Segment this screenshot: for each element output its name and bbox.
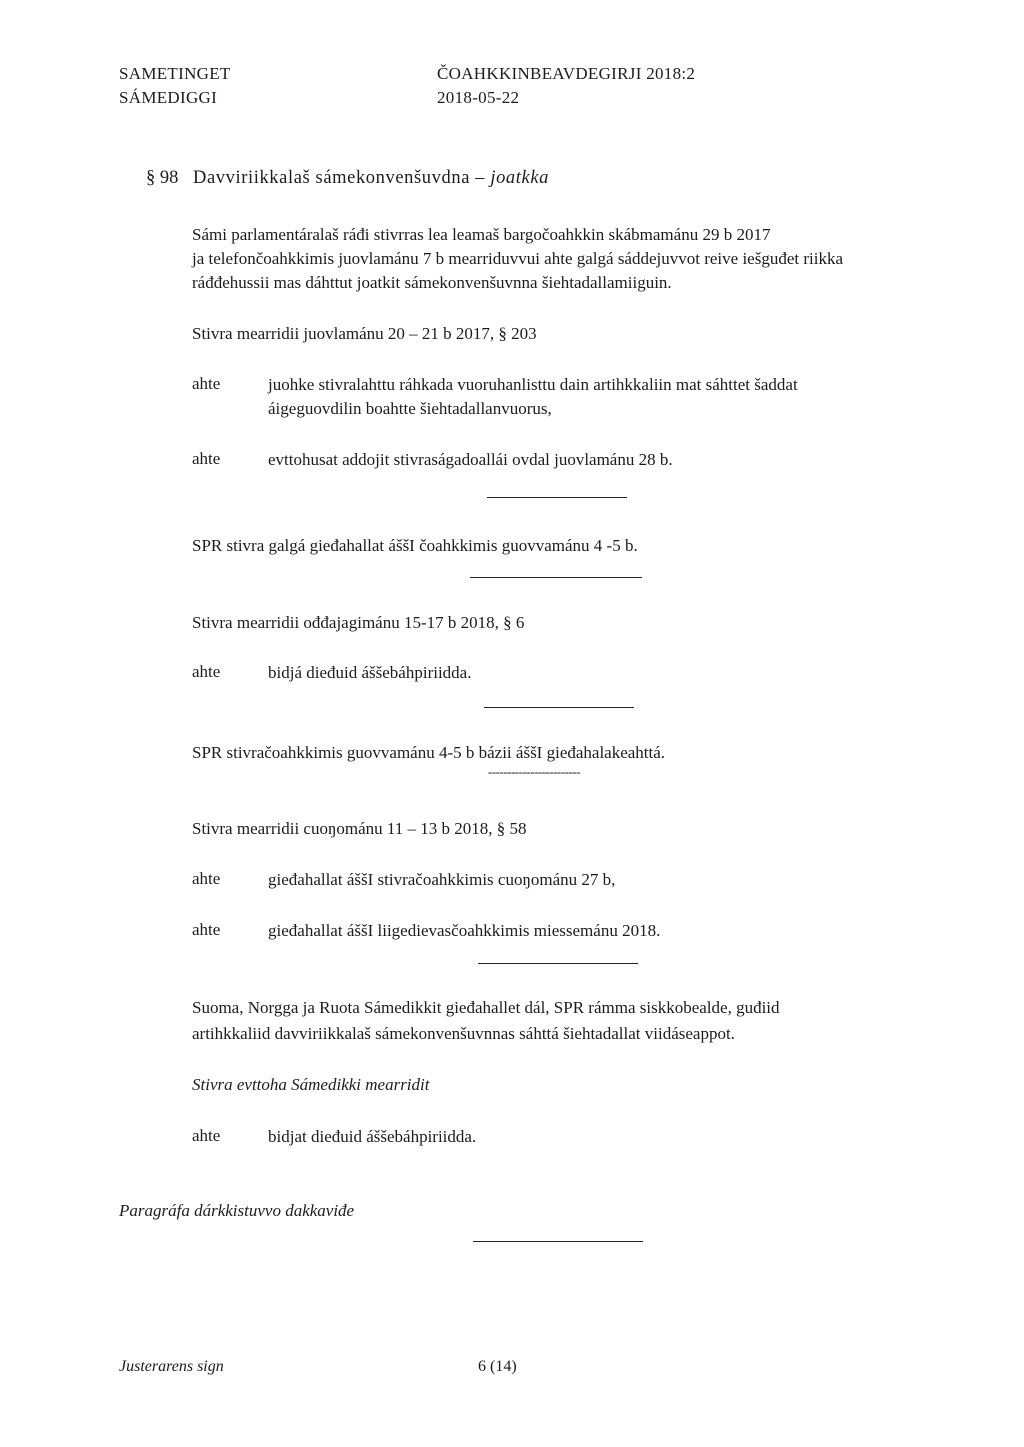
section-title: [193, 168, 549, 189]
decision1-heading: Stivra mearridii juovlamánu 20 – 21 b 2017, § 203: [192, 324, 537, 343]
proposal-item1-line1: bidjat dieđuid áššebáhpiriidda.: [268, 1127, 477, 1146]
intro-line-3: ráđđehussii mas dáhttut joatkit sámekonvenšuvnna šiehtadallamiiguin.: [192, 273, 672, 292]
decision3-item2-label: ahte: [192, 920, 221, 939]
decision3-item1-label: ahte: [192, 869, 221, 888]
note2: SPR stivračoahkkimis guovvamánu 4-5 b bázii áššI gieđahalakeahttá.: [192, 743, 666, 762]
org-name-sami: SÁMEDIGGI: [119, 88, 218, 107]
decision1-item1-line1: juohke stivralahttu ráhkada vuoruhanlisttu dain artihkkaliin mat sáhttet šaddat: [268, 375, 798, 394]
decision3-item2-line1: gieđahallat áššI liigedievasčoahkkimis miessemánu 2018.: [268, 921, 661, 940]
decision3-heading: Stivra mearridii cuoŋománu 11 – 13 b 2018, § 58: [192, 819, 527, 838]
decision1-item1-label: ahte: [192, 374, 221, 393]
decision1-item2-line1: evttohusat addojit stivraságadoallái ovdal juovlamánu 28 b.: [268, 450, 673, 469]
note1: SPR stivra galgá gieđahallat áššI čoahkkimis guovvamánu 4 -5 b.: [192, 536, 638, 555]
decision1-item1-line2: áigeguovdilin boahtte šiehtadallanvuorus,: [268, 399, 552, 418]
separator-line: [478, 963, 638, 964]
section-number: § 98: [146, 168, 179, 188]
decision3-item1-line1: gieđahallat áššI stivračoahkkimis cuoŋománu 27 b,: [268, 870, 616, 889]
document-date: 2018-05-22: [437, 88, 520, 107]
section-title-italic: joatkka: [490, 168, 549, 188]
separator-line: [473, 1241, 643, 1242]
page-number: 6 (14): [478, 1358, 517, 1375]
document-title: ČOAHKKINBEAVDEGIRJI 2018:2: [437, 64, 696, 83]
proposal-item1-label: ahte: [192, 1126, 221, 1145]
org-name-swedish: SAMETINGET: [119, 64, 231, 83]
section-title-main: Davviriikkalaš sámekonvenšuvdna –: [193, 168, 486, 188]
decision1-item2-label: ahte: [192, 449, 221, 468]
paragraph-note: Paragráfa dárkkistuvvo dakkaviđe: [119, 1201, 355, 1220]
separator-line: [470, 577, 642, 578]
intro-line-1: Sámi parlamentáralaš ráđi stivrras lea leamaš bargočoahkkin skábmamánu 29 b 2017: [192, 225, 771, 244]
dashed-separator: ------------------------: [488, 764, 580, 779]
reviewer-signature-label: Justerarens sign: [119, 1358, 224, 1375]
summary-line-2: artihkkaliid davviriikkalaš sámekonvenšuvnnas sáhttá šiehtadallat viidáseappot.: [192, 1024, 735, 1043]
proposal-heading: Stivra evttoha Sámedikki mearridit: [192, 1075, 430, 1094]
summary-line-1: Suoma, Norgga ja Ruota Sámedikkit gieđahallet dál, SPR rámma siskkobealde, guđiid: [192, 998, 780, 1017]
separator-line: [487, 497, 627, 498]
intro-line-2: ja telefončoahkkimis juovlamánu 7 b mearriduvvui ahte galgá sáddejuvvot reive iešguđet riikka: [192, 249, 843, 268]
decision2-item1-label: ahte: [192, 662, 221, 681]
decision2-item1-line1: bidjá dieđuid áššebáhpiriidda.: [268, 663, 472, 682]
decision2-heading: Stivra mearridii ođđajagimánu 15-17 b 2018, § 6: [192, 613, 525, 632]
separator-line: [484, 707, 634, 708]
